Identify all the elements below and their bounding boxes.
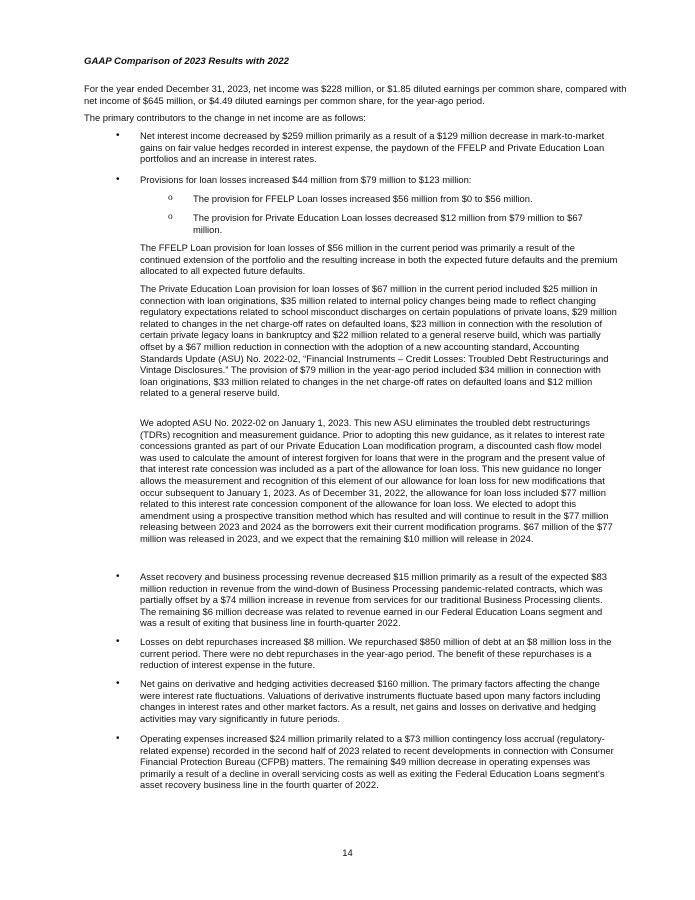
page-number: 14 bbox=[342, 847, 353, 858]
bullet-marker: • bbox=[116, 733, 120, 744]
section-heading: GAAP Comparison of 2023 Results with 2022 bbox=[84, 56, 289, 67]
bullet-marker: • bbox=[116, 636, 120, 647]
bullet-net-interest-income: Net interest income decreased by $259 million primarily as a result of a $129 million decrease in mark-to-market gains on fair value hedges recorded in interest expense, the paydown of the FFELP and Private Education Loan portfolios and an increase in interest rates. bbox=[140, 130, 605, 165]
sub-bullet-ffelp-provision: The provision for FFELP Loan losses increased $56 million from $0 to $56 million. bbox=[193, 193, 533, 204]
intro-paragraph: For the year ended December 31, 2023, net income was $228 million, or $1.85 diluted earnings per common share, compared with net income of $645 million, or $4.49 diluted earnings per common share, for the year-ago period. bbox=[84, 83, 627, 106]
contributors-intro: The primary contributors to the change in net income are as follows: bbox=[84, 112, 366, 123]
ffelp-provision-paragraph: The FFELP Loan provision for loan losses of $56 million in the current period was primarily a result of the continued extension of the portfolio and the resulting increase in both the expected future defaults and the premium allocated to all expected future defaults. bbox=[140, 242, 618, 277]
bullet-provisions-for-loan-losses: Provisions for loan losses increased $44 million from $79 million to $123 million: bbox=[140, 174, 472, 185]
bullet-losses-on-debt-repurchases: Losses on debt repurchases increased $8 million. We repurchased $850 million of debt at an $8 million loss in the current period. There were no debt repurchases in the year-ago period. The benefit of these repurchases is a reduction of interest expense in the future. bbox=[140, 636, 612, 671]
sub-bullet-private-education-provision: The provision for Private Education Loan losses decreased $12 million from $79 million to $67 million. bbox=[193, 212, 583, 235]
bullet-marker: • bbox=[116, 678, 120, 689]
bullet-asset-recovery-revenue: Asset recovery and business processing revenue decreased $15 million primarily as a result of the expected $83 million reduction in revenue from the wind-down of Business Processing pandemic-related contracts, which was partially offset by a $74 million increase in revenue from services for our traditional Business Processing clients. The remaining $6 million decrease was related to revenue earned in our Federal Education Loans segment and was a result of exiting that business line in fourth-quarter 2022. bbox=[140, 571, 607, 629]
bullet-marker: • bbox=[116, 130, 120, 141]
bullet-marker: • bbox=[116, 174, 120, 185]
private-education-provision-paragraph: The Private Education Loan provision for loan losses of $67 million in the current period included $25 million in connection with loan originations, $35 million related to internal policy changes being made to reflect changing regulatory expectations related to school misconduct discharges on certain populations of private loans, $29 million related to changes in the net charge-off rates on defaulted loans, $23 million in connection with the resolution of certain private legacy loans in bankruptcy and $22 million related to a general reserve build, which was partially offset by a $67 million reduction in connection with the adoption of a new accounting standard, Accounting Standards Update (ASU) No. 2022-02, “Financial Instruments – Credit Losses: Troubled Debt Restructurings and Vintage Disclosures.” The provision of $79 million in the year-ago period included $34 million in connection with loan originations, $33 million related to changes in the net charge-off rates on defaulted loans and $12 million related to a general reserve build. bbox=[140, 283, 617, 399]
bullet-operating-expenses: Operating expenses increased $24 million primarily related to a $73 million contingency loss accrual (regulatory-related expense) recorded in the second half of 2023 related to recent developments in connection with Consumer Financial Protection Bureau (CFPB) matters. The remaining $49 million decrease in operating expenses was primarily a result of a decline in overall servicing costs as well as exiting the Federal Education Loans segment's asset recovery business line in the fourth quarter of 2022. bbox=[140, 733, 614, 791]
bullet-marker: • bbox=[116, 571, 120, 582]
asu-adoption-paragraph: We adopted ASU No. 2022-02 on January 1, 2023. This new ASU eliminates the troubled debt restructurings (TDRs) recognition and measurement guidance. Prior to adopting this new guidance, as it relates to interest rate concessions granted as part of our Private Education Loan modification program, a discounted cash flow model was used to calculate the amount of interest forgiven for loans that were in the program and the present value of that interest rate concession was included as a part of the allowance for loan loss. This new guidance no longer allows the measurement and recognition of this element of our allowance for loan loss for new modifications that occur subsequent to January 1, 2023. As of December 31, 2022, the allowance for loan loss included $77 million related to this interest rate concession component of the allowance for loan loss. We elected to adopt this amendment using a prospective transition method which has resulted and will continue to result in the $77 million releasing between 2023 and 2024 as the borrowers exit their current modification programs. $67 million of the $77 million was released in 2023, and we expect that the remaining $10 million will release in 2024. bbox=[140, 417, 613, 544]
sub-bullet-marker: o bbox=[168, 193, 173, 203]
sub-bullet-marker: o bbox=[168, 212, 173, 222]
bullet-derivative-hedging: Net gains on derivative and hedging activities decreased $160 million. The primary factors affecting the change were interest rate fluctuations. Valuations of derivative instruments fluctuate based upon many factors including changes in interest rates and other market factors. As a result, net gains and losses on derivative and hedging activities may vary significantly in future periods. bbox=[140, 678, 601, 724]
